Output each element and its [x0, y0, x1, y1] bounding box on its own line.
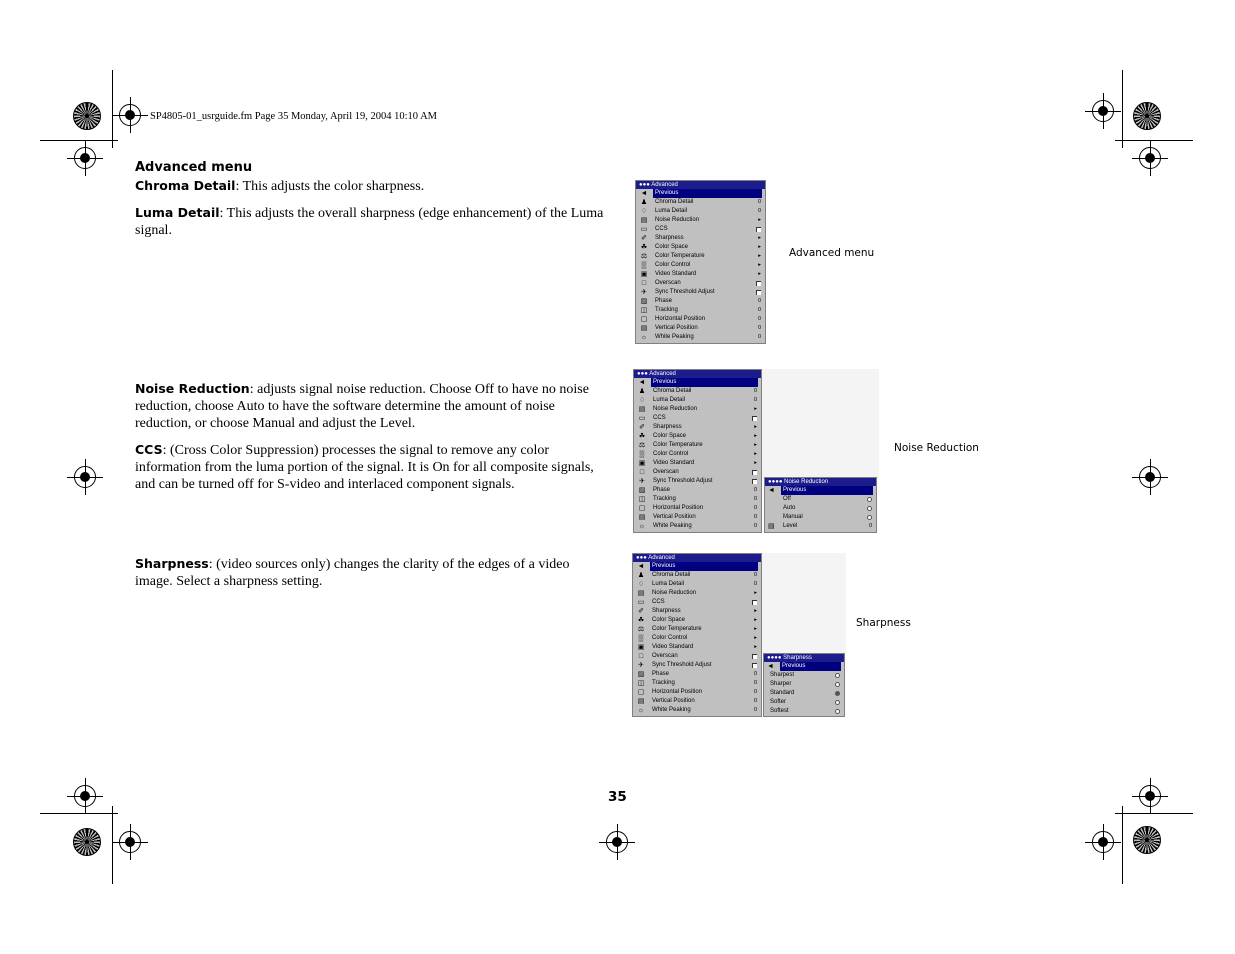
crop-mark: [112, 806, 113, 884]
term-noise: Noise Reduction: [135, 381, 250, 396]
menu-item-horizontal-position[interactable]: [633, 688, 761, 697]
submenu-title: ●●●● Noise Reduction: [765, 478, 876, 486]
menu-item-value: 0: [753, 671, 757, 677]
submenu-item-previous[interactable]: [764, 662, 844, 671]
white-peaking-icon: ☼: [637, 707, 645, 714]
registration-target-icon: [74, 785, 96, 807]
tracking-icon: ◫: [640, 307, 648, 314]
menu-item-horizontal-position[interactable]: [636, 315, 765, 324]
level-icon: ▤: [768, 523, 775, 530]
menu-item-value: 0: [757, 325, 761, 331]
color-temperature-icon: ⚖: [638, 442, 646, 449]
menu-item-label: Overscan: [652, 653, 678, 659]
menu-item-label: Color Space: [655, 244, 689, 250]
menu-title: ●●● Advanced: [634, 370, 761, 378]
registration-burst-icon: [73, 102, 101, 130]
menu-item-label: Tracking: [655, 307, 678, 313]
submenu-item-level[interactable]: [765, 522, 876, 531]
sharpness-icon: ✐: [638, 608, 644, 615]
menu-item-label: Chroma Detail: [652, 572, 691, 578]
checkbox[interactable]: [752, 470, 757, 475]
vertical-position-icon: ▤: [637, 698, 645, 705]
menu-item-video-standard[interactable]: [633, 643, 761, 652]
registration-target-icon: [1139, 147, 1161, 169]
crop-mark: [40, 140, 118, 141]
paragraph-luma: [135, 204, 610, 239]
menu-item-value: 0: [753, 496, 757, 502]
advanced-menu-screenshot-sharpness: [632, 553, 762, 717]
menu-item-color-space[interactable]: [636, 243, 765, 252]
previous-icon: ◄: [637, 563, 645, 570]
menu-item-sharpness[interactable]: [636, 234, 765, 243]
menu-item-sharpness[interactable]: [633, 607, 761, 616]
chroma-detail-icon: ♟: [640, 199, 648, 206]
menu-item-color-space[interactable]: [633, 616, 761, 625]
registration-target-icon: [119, 831, 141, 853]
menu-item-value: 0: [753, 689, 757, 695]
phase-icon: ▨: [637, 671, 645, 678]
menu-item-ccs[interactable]: [633, 598, 761, 607]
menu-item-overscan[interactable]: [633, 652, 761, 661]
noise-reduction-icon: ▤: [637, 590, 645, 597]
crop-mark: [1122, 806, 1123, 884]
menu-title: ●●● Advanced: [633, 554, 761, 562]
menu-item-label: CCS: [653, 415, 666, 421]
registration-target-icon: [74, 466, 96, 488]
menu-item-video-standard[interactable]: [634, 459, 761, 468]
menu-item-previous[interactable]: [634, 378, 761, 387]
radio-button[interactable]: [835, 682, 840, 687]
crop-mark: [40, 813, 118, 814]
menu-item-phase[interactable]: [634, 486, 761, 495]
menu-item-tracking[interactable]: [634, 495, 761, 504]
registration-burst-icon: [1133, 102, 1161, 130]
tracking-icon: ◫: [637, 680, 645, 687]
radio-button[interactable]: [835, 673, 840, 678]
submenu-item-label: Standard: [770, 690, 795, 696]
white-peaking-icon: ☼: [640, 334, 648, 341]
submenu-item-label: Level: [783, 523, 798, 529]
menu-item-label: Color Control: [652, 635, 688, 641]
menu-item-sync-threshold-adjust[interactable]: [634, 477, 761, 486]
ccs-icon: ▭: [640, 226, 648, 233]
submenu-item-label: Manual: [783, 514, 803, 520]
menu-item-label: Video Standard: [652, 644, 694, 650]
submenu-item-label: Auto: [783, 505, 796, 511]
checkbox[interactable]: [756, 290, 761, 295]
luma-detail-icon: ♢: [638, 397, 646, 404]
sharpness-submenu: [763, 653, 845, 717]
radio-button[interactable]: [867, 506, 872, 511]
menu-item-noise-reduction[interactable]: [634, 405, 761, 414]
checkbox[interactable]: [756, 281, 761, 286]
menu-item-value: 0: [757, 307, 761, 313]
term-ccs: CCS: [135, 442, 163, 457]
menu-item-value: 0: [753, 388, 757, 394]
sharpness-icon: ✐: [641, 235, 647, 242]
menu-item-label: Phase: [655, 298, 673, 304]
caption-advanced-menu: Advanced menu: [789, 247, 875, 259]
menu-item-label: Overscan: [653, 469, 679, 475]
menu-item-label: Previous: [651, 378, 758, 387]
menu-item-label: Vertical Position: [652, 698, 695, 704]
paragraph-ccs: [135, 441, 610, 493]
menu-item-value: 0: [753, 707, 757, 713]
menu-title: ●●● Advanced: [636, 181, 765, 189]
menu-item-value: ▸: [754, 608, 757, 614]
section-title: Advanced menu: [135, 160, 253, 175]
advanced-menu-screenshot-noise: [633, 369, 762, 533]
checkbox[interactable]: [752, 416, 757, 421]
menu-item-value: 0: [757, 199, 761, 205]
menu-item-tracking[interactable]: [633, 679, 761, 688]
menu-item-color-control[interactable]: [633, 634, 761, 643]
menu-item-label: Horizontal Position: [655, 316, 706, 322]
submenu-item-label: Softer: [770, 699, 787, 705]
menu-item-value: ▸: [754, 433, 757, 439]
color-space-icon: ☘: [637, 617, 645, 624]
menu-item-label: Sync Threshold Adjust: [655, 289, 715, 295]
noise-reduction-icon: ▤: [638, 406, 646, 413]
registration-target-icon: [74, 147, 96, 169]
phase-icon: ▨: [640, 298, 648, 305]
menu-item-label: Color Control: [653, 451, 689, 457]
menu-item-previous[interactable]: [636, 189, 765, 198]
menu-item-label: Sharpness: [655, 235, 684, 241]
menu-item-luma-detail[interactable]: [633, 580, 761, 589]
menu-item-label: Previous: [653, 189, 762, 198]
white-peaking-icon: ☼: [638, 523, 646, 530]
menu-item-value: ▸: [754, 406, 757, 412]
term-chroma: Chroma Detail: [135, 178, 236, 193]
page-number: 35: [608, 789, 627, 805]
ccs-icon: ▭: [637, 599, 645, 606]
submenu-item-value: 0: [868, 523, 872, 529]
registration-burst-icon: [73, 828, 101, 856]
menu-item-tracking[interactable]: [636, 306, 765, 315]
menu-item-noise-reduction[interactable]: [636, 216, 765, 225]
color-space-icon: ☘: [640, 244, 648, 251]
menu-item-value: 0: [757, 334, 761, 340]
menu-item-label: Phase: [653, 487, 671, 493]
menu-item-value: 0: [757, 298, 761, 304]
menu-item-value: ▸: [754, 644, 757, 650]
menu-item-value: 0: [753, 581, 757, 587]
menu-item-color-temperature[interactable]: [636, 252, 765, 261]
menu-item-value: ▸: [754, 590, 757, 596]
submenu-item-softer[interactable]: [764, 698, 844, 707]
menu-item-value: ▸: [758, 253, 761, 259]
menu-item-label: White Peaking: [653, 523, 692, 529]
menu-item-label: Tracking: [653, 496, 676, 502]
text-noise: : adjusts signal noise reduction. Choose Off to have no noise reduction, choose Auto to have the software determine the amount of noise reduction, or choose Manual and adjust the Level.: [135, 382, 589, 431]
menu-item-sharpness[interactable]: [634, 423, 761, 432]
submenu-item-off[interactable]: [765, 495, 876, 504]
menu-item-value: 0: [753, 487, 757, 493]
menu-item-label: Chroma Detail: [653, 388, 692, 394]
menu-item-label: Sharpness: [653, 424, 682, 430]
menu-item-label: Vertical Position: [655, 325, 698, 331]
menu-item-label: Phase: [652, 671, 670, 677]
registration-target-icon: [1092, 831, 1114, 853]
submenu-item-manual[interactable]: [765, 513, 876, 522]
radio-button[interactable]: [867, 515, 872, 520]
menu-item-luma-detail[interactable]: [636, 207, 765, 216]
radio-button[interactable]: [835, 709, 840, 714]
phase-icon: ▨: [638, 487, 646, 494]
menu-item-label: Overscan: [655, 280, 681, 286]
menu-item-value: 0: [753, 680, 757, 686]
checkbox[interactable]: [756, 227, 761, 232]
text-luma: : This adjusts the overall sharpness (edge enhancement) of the Luma signal.: [135, 206, 604, 238]
color-space-icon: ☘: [638, 433, 646, 440]
menu-item-label: Tracking: [652, 680, 675, 686]
overscan-icon: □: [641, 280, 647, 287]
menu-item-label: Previous: [650, 562, 758, 571]
submenu-item-sharper[interactable]: [764, 680, 844, 689]
checkbox[interactable]: [752, 600, 757, 605]
menu-item-label: Noise Reduction: [655, 217, 700, 223]
radio-button[interactable]: [835, 700, 840, 705]
submenu-item-softest[interactable]: [764, 707, 844, 716]
sync-threshold-adjust-icon: ✈: [638, 662, 644, 669]
menu-item-label: Color Space: [652, 617, 686, 623]
previous-icon: ◄: [767, 663, 774, 670]
menu-item-value: ▸: [758, 271, 761, 277]
menu-item-label: Video Standard: [653, 460, 695, 466]
menu-item-sync-threshold-adjust[interactable]: [633, 661, 761, 670]
menu-item-label: White Peaking: [652, 707, 691, 713]
menu-item-phase[interactable]: [633, 670, 761, 679]
menu-item-value: ▸: [758, 244, 761, 250]
menu-item-white-peaking[interactable]: [634, 522, 761, 531]
radio-button[interactable]: [835, 691, 840, 696]
submenu-item-previous[interactable]: [765, 486, 876, 495]
submenu-item-sharpest[interactable]: [764, 671, 844, 680]
sync-threshold-adjust-icon: ✈: [639, 478, 645, 485]
chroma-detail-icon: ♟: [638, 388, 646, 395]
menu-item-label: Color Control: [655, 262, 691, 268]
menu-item-noise-reduction[interactable]: [633, 589, 761, 598]
menu-item-color-temperature[interactable]: [634, 441, 761, 450]
chroma-detail-icon: ♟: [637, 572, 645, 579]
crop-mark: [1122, 70, 1123, 148]
registration-target-icon: [1139, 466, 1161, 488]
menu-item-previous[interactable]: [633, 562, 761, 571]
registration-target-icon: [606, 831, 628, 853]
paragraph-chroma: [135, 177, 610, 195]
registration-target-icon: [1139, 785, 1161, 807]
menu-item-label: Noise Reduction: [652, 590, 697, 596]
menu-item-label: Color Temperature: [655, 253, 705, 259]
menu-item-phase[interactable]: [636, 297, 765, 306]
menu-item-overscan[interactable]: [634, 468, 761, 477]
horizontal-position-icon: ▢: [637, 689, 645, 696]
menu-item-value: ▸: [758, 262, 761, 268]
color-temperature-icon: ⚖: [640, 253, 648, 260]
menu-item-vertical-position[interactable]: [634, 513, 761, 522]
horizontal-position-icon: ▢: [638, 505, 646, 512]
menu-item-vertical-position[interactable]: [636, 324, 765, 333]
previous-icon: ◄: [638, 379, 646, 386]
menu-item-value: 0: [753, 698, 757, 704]
screenshot-background: [762, 369, 879, 479]
submenu-title: ●●●● Sharpness: [764, 654, 844, 662]
menu-item-label: Luma Detail: [655, 208, 688, 214]
menu-item-value: ▸: [754, 626, 757, 632]
menu-item-label: CCS: [652, 599, 665, 605]
video-standard-icon: ▣: [638, 460, 646, 467]
file-header: SP4805-01_usrguide.fm Page 35 Monday, April 19, 2004 10:10 AM: [150, 111, 438, 122]
color-control-icon: ▒: [639, 451, 645, 458]
menu-item-white-peaking[interactable]: [636, 333, 765, 342]
menu-item-vertical-position[interactable]: [633, 697, 761, 706]
sharpness-icon: ✐: [639, 424, 645, 431]
submenu-item-auto[interactable]: [765, 504, 876, 513]
horizontal-position-icon: ▢: [640, 316, 648, 323]
menu-item-label: Luma Detail: [652, 581, 685, 587]
text-ccs: : (Cross Color Suppression) processes the signal to remove any color information from the luma portion of the signal. It is On for all composite signals, and can be turned off for S-video and interlaced component signals.: [135, 443, 594, 492]
menu-item-value: 0: [757, 208, 761, 214]
submenu-item-label: Sharpest: [770, 672, 795, 678]
menu-item-value: ▸: [754, 635, 757, 641]
paragraph-sharpness: [135, 555, 610, 590]
overscan-icon: □: [638, 653, 644, 660]
menu-item-chroma-detail[interactable]: [636, 198, 765, 207]
submenu-item-label: Previous: [781, 486, 873, 495]
advanced-menu-screenshot: [635, 180, 766, 344]
luma-detail-icon: ♢: [640, 208, 648, 215]
menu-item-label: Luma Detail: [653, 397, 686, 403]
menu-item-color-temperature[interactable]: [633, 625, 761, 634]
previous-icon: ◄: [640, 190, 648, 197]
menu-item-value: ▸: [754, 460, 757, 466]
ccs-icon: ▭: [638, 415, 646, 422]
menu-item-value: 0: [753, 505, 757, 511]
registration-burst-icon: [1133, 826, 1161, 854]
term-sharpness: Sharpness: [135, 556, 209, 571]
menu-item-overscan[interactable]: [636, 279, 765, 288]
submenu-item-label: Off: [783, 496, 791, 502]
paragraph-noise: [135, 380, 610, 432]
menu-item-label: Color Temperature: [652, 626, 702, 632]
caption-noise-reduction: Noise Reduction: [894, 442, 979, 454]
menu-item-chroma-detail[interactable]: [634, 387, 761, 396]
menu-item-label: Chroma Detail: [655, 199, 694, 205]
menu-item-sync-threshold-adjust[interactable]: [636, 288, 765, 297]
menu-item-label: Sharpness: [652, 608, 681, 614]
tracking-icon: ◫: [638, 496, 646, 503]
color-control-icon: ▒: [641, 262, 647, 269]
radio-button[interactable]: [867, 497, 872, 502]
sync-threshold-adjust-icon: ✈: [641, 289, 647, 296]
menu-item-label: Horizontal Position: [652, 689, 703, 695]
menu-item-value: ▸: [758, 217, 761, 223]
menu-item-value: ▸: [754, 617, 757, 623]
menu-item-label: Color Space: [653, 433, 687, 439]
menu-item-luma-detail[interactable]: [634, 396, 761, 405]
video-standard-icon: ▣: [637, 644, 645, 651]
menu-item-label: Sync Threshold Adjust: [653, 478, 713, 484]
menu-item-white-peaking[interactable]: [633, 706, 761, 715]
menu-item-label: Vertical Position: [653, 514, 696, 520]
crop-mark: [112, 70, 113, 148]
menu-item-ccs[interactable]: [634, 414, 761, 423]
menu-item-value: 0: [753, 523, 757, 529]
noise-reduction-submenu: [764, 477, 877, 533]
text-chroma: : This adjusts the color sharpness.: [235, 179, 425, 194]
crop-mark: [1115, 813, 1193, 814]
menu-item-value: 0: [753, 572, 757, 578]
submenu-item-label: Previous: [780, 662, 841, 671]
color-control-icon: ▒: [638, 635, 644, 642]
video-standard-icon: ▣: [640, 271, 648, 278]
checkbox[interactable]: [752, 663, 757, 668]
overscan-icon: □: [639, 469, 645, 476]
noise-reduction-icon: ▤: [640, 217, 648, 224]
menu-item-horizontal-position[interactable]: [634, 504, 761, 513]
color-temperature-icon: ⚖: [637, 626, 645, 633]
submenu-item-standard[interactable]: [764, 689, 844, 698]
submenu-item-label: Sharper: [770, 681, 792, 687]
menu-item-label: Color Temperature: [653, 442, 703, 448]
crop-mark: [1115, 140, 1193, 141]
menu-item-color-space[interactable]: [634, 432, 761, 441]
registration-target-icon: [119, 104, 141, 126]
checkbox[interactable]: [752, 654, 757, 659]
menu-item-color-control[interactable]: [634, 450, 761, 459]
menu-item-value: ▸: [754, 442, 757, 448]
menu-item-chroma-detail[interactable]: [633, 571, 761, 580]
menu-item-label: Horizontal Position: [653, 505, 704, 511]
menu-item-video-standard[interactable]: [636, 270, 765, 279]
screenshot-background: [762, 553, 846, 653]
previous-icon: ◄: [768, 487, 775, 494]
menu-item-value: ▸: [758, 235, 761, 241]
menu-item-value: ▸: [754, 451, 757, 457]
vertical-position-icon: ▤: [640, 325, 648, 332]
menu-item-value: 0: [753, 397, 757, 403]
menu-item-value: ▸: [754, 424, 757, 430]
luma-detail-icon: ♢: [637, 581, 645, 588]
menu-item-color-control[interactable]: [636, 261, 765, 270]
text-sharpness: : (video sources only) changes the clarity of the edges of a video image. Select a sharpness setting.: [135, 557, 570, 589]
registration-target-icon: [1092, 100, 1114, 122]
menu-item-value: 0: [757, 316, 761, 322]
menu-item-label: White Peaking: [655, 334, 694, 340]
checkbox[interactable]: [752, 479, 757, 484]
menu-item-value: 0: [753, 514, 757, 520]
caption-sharpness: Sharpness: [856, 617, 911, 629]
vertical-position-icon: ▤: [638, 514, 646, 521]
menu-item-label: Noise Reduction: [653, 406, 698, 412]
menu-item-label: Sync Threshold Adjust: [652, 662, 712, 668]
menu-item-label: Video Standard: [655, 271, 697, 277]
menu-item-label: CCS: [655, 226, 668, 232]
menu-item-ccs[interactable]: [636, 225, 765, 234]
submenu-item-label: Softest: [770, 708, 789, 714]
term-luma: Luma Detail: [135, 205, 220, 220]
